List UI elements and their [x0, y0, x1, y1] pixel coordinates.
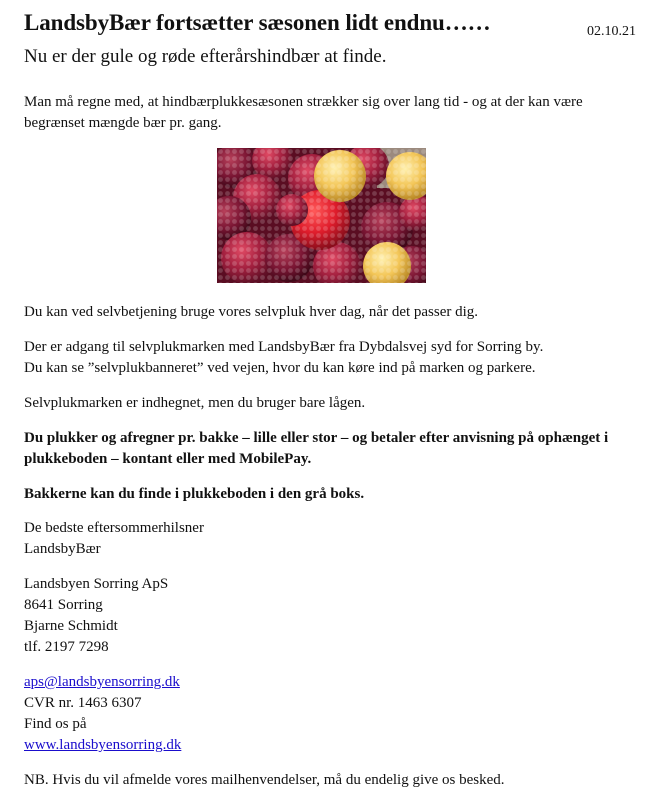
contact-phone: tlf. 2197 7298: [24, 639, 109, 655]
closing-sender: LandsbyBær: [24, 541, 101, 557]
email-link[interactable]: aps@landsbyensorring.dk: [24, 674, 180, 690]
payment-paragraph: Du plukker og afregner pr. bakke – lille eller stor – og betaler efter anvisning på ophænget i plukkeboden – kontant eller med MobilePay.: [24, 430, 609, 467]
self-service-paragraph: Du kan ved selvbetjening bruge vores selvpluk hver dag, når det passer dig.: [24, 304, 479, 320]
unsubscribe-note: NB. Hvis du vil afmelde vores mailhenvendelser, må du endelig give os besked.: [24, 772, 505, 788]
page-subtitle: Nu er der gule og røde efterårshindbær at finde.: [24, 46, 387, 67]
raspberries-photo: [217, 148, 426, 283]
access-line-1: Der er adgang til selvplukmarken med LandsbyBær fra Dybdalsvej syd for Sorring by.: [24, 339, 544, 355]
website-link[interactable]: www.landsbyensorring.dk: [24, 737, 182, 753]
closing-greeting: De bedste eftersommerhilsner: [24, 520, 204, 536]
access-line-2: Du kan se ”selvplukbanneret” ved vejen, hvor du kan køre ind på marken og parkere.: [24, 360, 536, 376]
page-title: LandsbyBær fortsætter sæsonen lidt endnu……: [24, 10, 491, 35]
find-us-label: Find os på: [24, 716, 87, 732]
intro-paragraph: Man må regne med, at hindbærplukkesæsonen strækker sig over lang tid - og at der kan være begrænset mængde bær pr. gang.: [24, 94, 583, 131]
fenced-field-paragraph: Selvplukmarken er indhegnet, men du bruger bare lågen.: [24, 395, 366, 411]
contact-person: Bjarne Schmidt: [24, 618, 118, 634]
contact-company: Landsbyen Sorring ApS: [24, 576, 169, 592]
photo-container: [24, 148, 636, 292]
contact-cvr: CVR nr. 1463 6307: [24, 695, 142, 711]
newsletter-body: [24, 92, 636, 791]
trays-paragraph: Bakkerne kan du finde i plukkeboden i den grå boks.: [24, 486, 365, 502]
newsletter-date: 02.10.21: [587, 24, 636, 39]
contact-postal: 8641 Sorring: [24, 597, 103, 613]
